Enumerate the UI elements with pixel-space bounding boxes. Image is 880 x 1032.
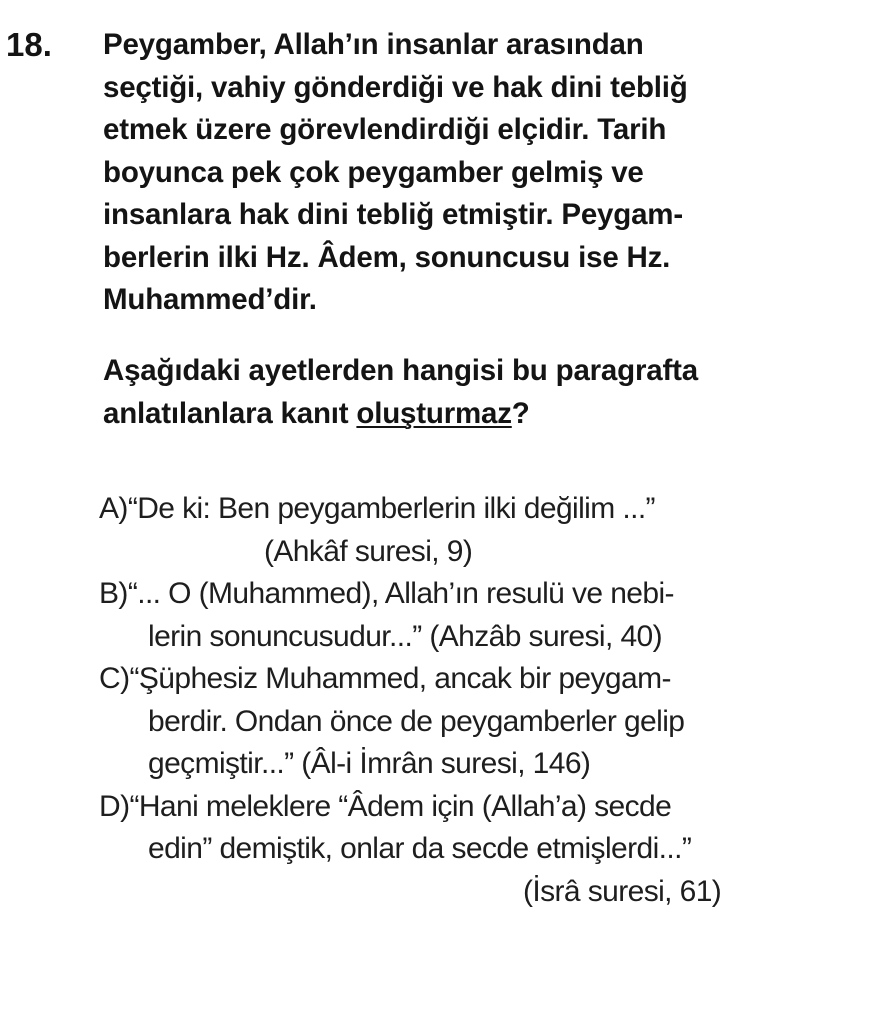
answer-options xyxy=(99,488,869,913)
stem-line: Muhammed’dir. xyxy=(103,283,317,316)
prompt-line-2 xyxy=(103,393,863,436)
option-text: berdir. Ondan önce de peygamberler gelip xyxy=(148,704,685,738)
question-stem xyxy=(103,24,863,322)
stem-line: Peygamber, Allah’ın insanlar arasından xyxy=(103,28,644,61)
option-text: lerin sonuncusudur...” (Ahzâb suresi, 40) xyxy=(148,619,663,653)
option-text: edin” demiştik, onlar da secde etmişlerdi...” xyxy=(148,832,692,865)
stem-line: etmek üzere görevlendirdiği elçidir. Tarih xyxy=(103,113,667,146)
option-text: geçmiştir...” (Âl-i İmrân suresi, 146) xyxy=(148,747,591,780)
option-source: (Ahkâf suresi, 9) xyxy=(264,534,473,568)
question-number: 18. xyxy=(6,26,52,63)
option-text: “Hani meleklere “Âdem için (Allah’a) secde xyxy=(129,789,672,823)
prompt-line-1: Aşağıdaki ayetlerden hangisi bu paragrafta xyxy=(103,354,698,387)
option-letter: D) xyxy=(99,789,130,823)
option-letter: A) xyxy=(99,492,128,525)
question-prompt xyxy=(103,350,863,435)
option-text: “... O (Muhammed), Allah’ın resulü ve nebi- xyxy=(127,577,674,610)
prompt-prefix: anlatılanlara kanıt xyxy=(103,396,357,430)
option-text: “De ki: Ben peygamberlerin ilki değilim ...” xyxy=(127,492,655,525)
option-text: “Şüphesiz Muhammed, ancak bir peygam- xyxy=(129,662,671,695)
option-c[interactable] xyxy=(99,658,869,786)
option-letter: B) xyxy=(99,577,128,610)
option-a[interactable] xyxy=(99,488,869,573)
option-d[interactable] xyxy=(99,786,869,914)
stem-line: seçtiği, vahiy gönderdiği ve hak dini tebliğ xyxy=(103,70,688,104)
stem-line: boyunca pek çok peygamber gelmiş ve xyxy=(103,155,644,189)
option-source: (İsrâ suresi, 61) xyxy=(523,874,722,908)
prompt-underlined-word: oluşturmaz xyxy=(356,396,512,430)
option-b[interactable] xyxy=(99,573,869,658)
stem-line: insanlara hak dini tebliğ etmiştir. Peygam- xyxy=(103,198,683,231)
option-letter: C) xyxy=(99,662,130,695)
stem-line: berlerin ilki Hz. Âdem, sonuncusu ise Hz. xyxy=(103,240,671,274)
prompt-suffix: ? xyxy=(511,396,530,430)
